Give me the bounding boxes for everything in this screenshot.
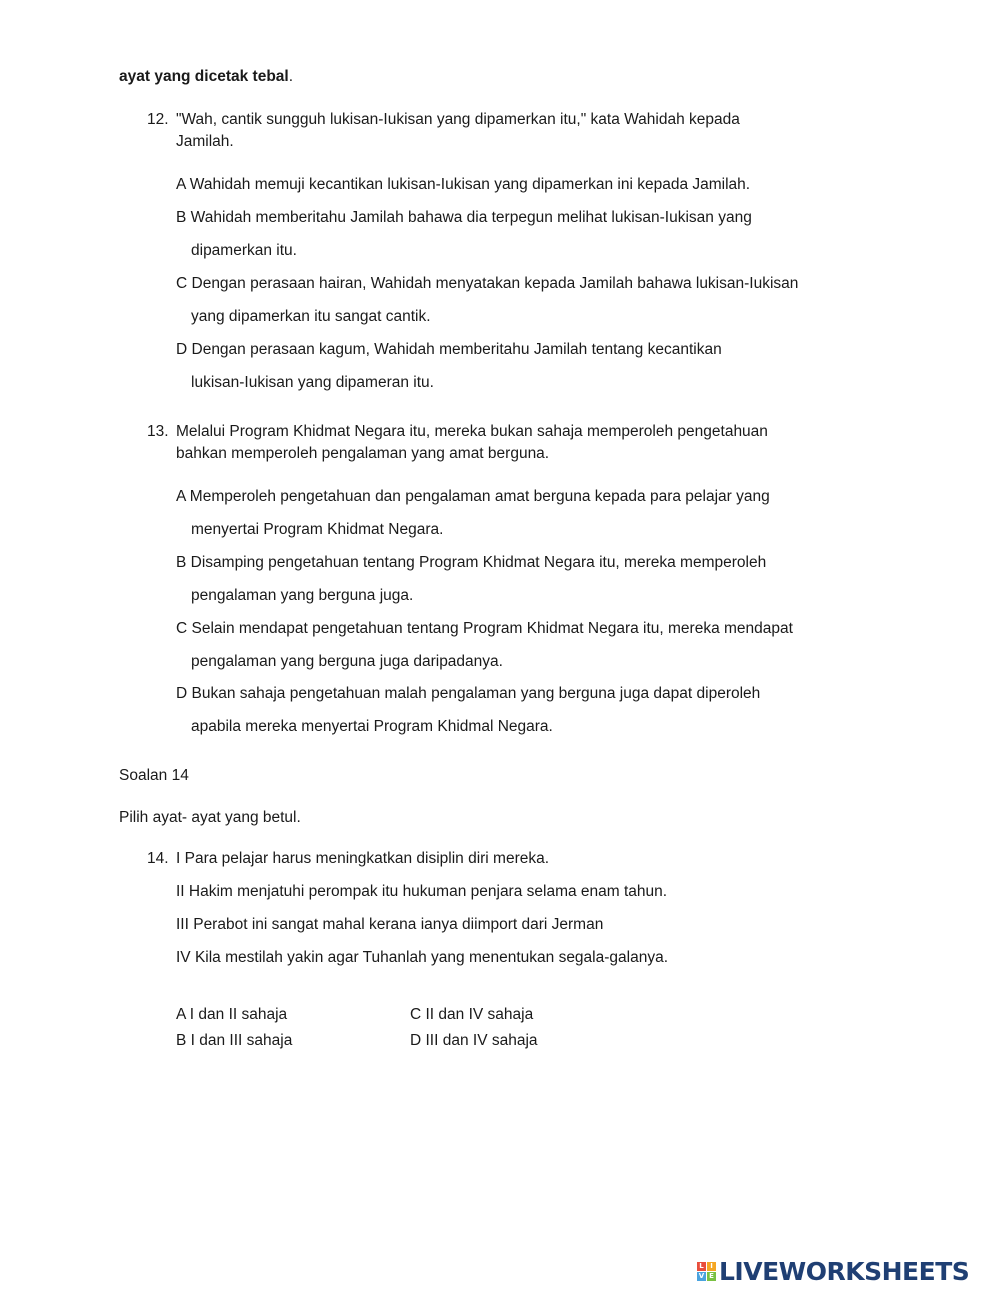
- section-instruction: Pilih ayat- ayat yang betul.: [119, 809, 301, 826]
- question-stem: [176, 109, 740, 153]
- question-stem-line: bahkan memperoleh pengalaman yang amat berguna.: [176, 445, 550, 462]
- question-number: 12.: [147, 111, 169, 128]
- option-b-continued: dipamerkan itu.: [191, 242, 297, 259]
- answer-option-a: A I dan II sahaja: [176, 1006, 288, 1023]
- option-d: D Bukan sahaja pengetahuan malah pengalaman yang berguna juga dapat diperoleh: [176, 685, 761, 702]
- option-a-continued: menyertai Program Khidmat Negara.: [191, 521, 444, 538]
- option-d: D Dengan perasaan kagum, Wahidah memberitahu Jamilah tentang kecantikan: [176, 341, 722, 358]
- liveworksheets-blocks-icon: L I V E: [697, 1262, 716, 1281]
- liveworksheets-logo: [697, 1254, 969, 1288]
- answer-option-b: B I dan III sahaja: [176, 1032, 293, 1049]
- option-b: B Disamping pengetahuan tentang Program Khidmat Negara itu, mereka memperoleh: [176, 554, 767, 571]
- question-stem-line: Jamilah.: [176, 133, 234, 150]
- option-c: C Selain mendapat pengetahuan tentang Program Khidmat Negara itu, mereka mendapat: [176, 620, 793, 637]
- option-c-continued: pengalaman yang berguna juga daripadanya.: [191, 653, 503, 670]
- option-d-continued: lukisan-Iukisan yang dipameran itu.: [191, 374, 434, 391]
- intro-line: [119, 68, 293, 86]
- option-d-continued: apabila mereka menyertai Program Khidmal Negara.: [191, 718, 553, 735]
- statement-iv: IV Kila mestilah yakin agar Tuhanlah yang menentukan segala-galanya.: [176, 949, 669, 966]
- option-a: A Wahidah memuji kecantikan lukisan-Iukisan yang dipamerkan ini kepada Jamilah.: [176, 176, 751, 193]
- question-stem: [176, 421, 768, 465]
- question-number: 13.: [147, 423, 169, 440]
- intro-bold-text: ayat yang dicetak tebal: [119, 68, 289, 85]
- option-b: B Wahidah memberitahu Jamilah bahawa dia terpegun melihat lukisan-Iukisan yang: [176, 209, 752, 226]
- answer-option-c: C II dan IV sahaja: [410, 1006, 534, 1023]
- question-stem-line: "Wah, cantik sungguh lukisan-Iukisan yang dipamerkan itu," kata Wahidah kepada: [176, 111, 740, 128]
- question-number: 14.: [147, 850, 169, 867]
- question-stem-line: Melalui Program Khidmat Negara itu, mereka bukan sahaja memperoleh pengetahuan: [176, 423, 768, 440]
- option-c: C Dengan perasaan hairan, Wahidah menyatakan kepada Jamilah bahawa lukisan-Iukisan: [176, 275, 799, 292]
- option-c-continued: yang dipamerkan itu sangat cantik.: [191, 308, 431, 325]
- intro-tail: .: [288, 68, 294, 85]
- answer-option-d: D III dan IV sahaja: [410, 1032, 538, 1049]
- statement-ii: II Hakim menjatuhi perompak itu hukuman penjara selama enam tahun.: [176, 883, 668, 900]
- statement-iii: III Perabot ini sangat mahal kerana ianya diimport dari Jerman: [176, 916, 604, 933]
- option-a: A Memperoleh pengetahuan dan pengalaman amat berguna kepada para pelajar yang: [176, 488, 770, 505]
- section-heading: Soalan 14: [119, 767, 189, 784]
- option-b-continued: pengalaman yang berguna juga.: [191, 587, 414, 604]
- logo-text: LIVEWORKSHEETS: [719, 1256, 970, 1286]
- statement-i: I Para pelajar harus meningkatkan disiplin diri mereka.: [176, 850, 550, 867]
